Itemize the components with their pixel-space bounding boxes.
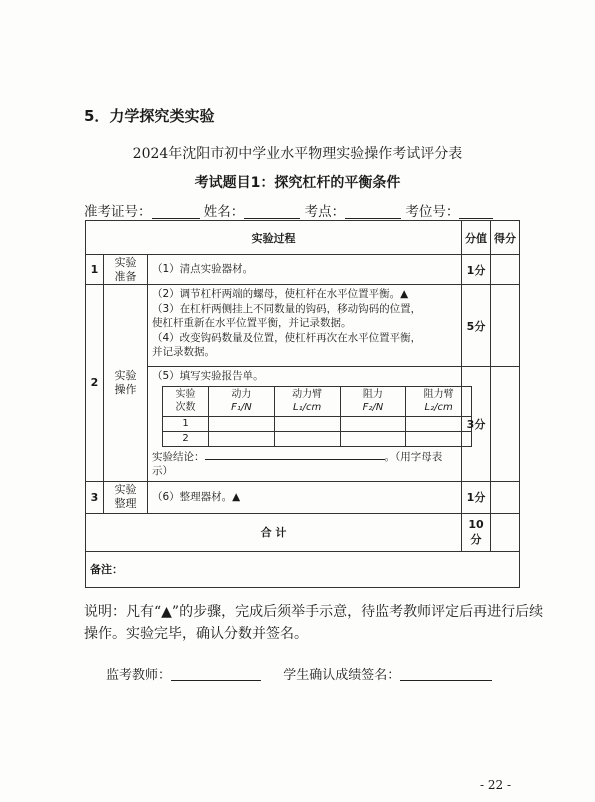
report-cell[interactable] (274, 416, 340, 431)
report-header-f2: 阻力 F₂/N (340, 386, 406, 416)
candidate-info-row (84, 200, 493, 220)
got-total-cell[interactable] (491, 513, 520, 551)
report-cell[interactable] (209, 416, 275, 431)
seat-label: 考位号： (405, 204, 460, 220)
row-category: 实验操作 (104, 285, 148, 482)
conclusion-label: 实验结论： (152, 450, 205, 463)
report-table (162, 386, 472, 447)
table-row (86, 285, 520, 367)
conclusion-hint: 。（用字母表示） (152, 450, 443, 477)
step-text: （5）填写实验报告单。 (152, 370, 264, 382)
teacher-signature-field[interactable] (171, 668, 261, 681)
got-score-cell[interactable] (491, 255, 520, 285)
name-label: 姓名： (203, 204, 245, 220)
total-score: 10 分 (462, 513, 491, 551)
conclusion-line (152, 449, 457, 479)
total-row (86, 513, 520, 551)
table-row (86, 481, 520, 513)
score-table (85, 220, 520, 588)
site-label: 考点： (304, 204, 346, 220)
row-score: 1分 (462, 255, 491, 285)
exam-no-field[interactable] (152, 204, 200, 219)
step-list (148, 285, 462, 367)
table-row (86, 255, 520, 285)
row-number: 2 (86, 285, 104, 482)
row-category: 实验准备 (104, 255, 148, 285)
exam-no-label: 准考证号： (84, 204, 152, 220)
report-cell[interactable] (209, 431, 275, 446)
step-text: （2）调节杠杆两端的螺母，使杠杆在水平位置平衡。▲ (152, 288, 409, 300)
report-row (163, 431, 472, 446)
report-header-trial: 实验 次数 (163, 386, 209, 416)
row-score: 5分 (462, 285, 491, 367)
report-section (148, 367, 462, 482)
page-number: - 22 - (480, 778, 512, 792)
report-header-l1: 动力臂 L₁/cm (274, 386, 340, 416)
site-field[interactable] (345, 204, 401, 219)
header-got: 得分 (491, 221, 520, 255)
remarks-label: 备注： (86, 551, 520, 587)
step-text: （1）清点实验器材。 (148, 255, 462, 285)
step-text: （6）整理器材。▲ (148, 481, 462, 513)
got-score-cell[interactable] (491, 367, 520, 482)
got-score-cell[interactable] (491, 481, 520, 513)
got-score-cell[interactable] (491, 285, 520, 367)
total-label: 合 计 (86, 513, 462, 551)
student-signature-field[interactable] (400, 668, 492, 681)
report-cell[interactable] (340, 431, 406, 446)
instruction-note: 说明：凡有“▲”的步骤，完成后须举手示意，待监考教师评定后再进行后续操作。实验完毕，确认分数并签名。 (84, 604, 544, 642)
form-title: 2024年沈阳市初中学业水平物理实验操作考试评分表 (132, 146, 463, 162)
step-text: 并记录数据。 (152, 346, 215, 358)
seat-field[interactable] (459, 204, 493, 219)
student-label: 学生确认成绩签名： (283, 668, 401, 683)
header-score: 分值 (462, 221, 491, 255)
report-trial-number: 1 (163, 416, 209, 431)
row-number: 1 (86, 255, 104, 285)
row-category: 实验整理 (104, 481, 148, 513)
row-score: 1分 (462, 481, 491, 513)
remarks-row (86, 551, 520, 587)
step-text: 使杠杆重新在水平位置平衡，并记录数据。 (152, 317, 352, 329)
step-text: （4）改变钩码数量及位置，使杠杆再次在水平位置平衡， (152, 331, 422, 344)
step-text: （3）在杠杆两侧挂上不同数量的钩码，移动钩码的位置， (152, 302, 422, 315)
conclusion-field[interactable] (205, 449, 385, 460)
name-field[interactable] (244, 204, 300, 219)
row-number: 3 (86, 481, 104, 513)
exam-topic: 考试题目1：探究杠杆的平衡条件 (194, 175, 401, 191)
report-header-f1: 动力 F₁/N (209, 386, 275, 416)
report-row (163, 416, 472, 431)
row-score: 3分 (462, 367, 491, 482)
header-process: 实验过程 (86, 221, 462, 255)
report-header-l2: 阻力臂 L₂/cm (406, 386, 472, 416)
table-row (86, 367, 520, 482)
report-trial-number: 2 (163, 431, 209, 446)
signature-row (106, 664, 492, 683)
teacher-label: 监考教师： (106, 668, 172, 683)
report-cell[interactable] (274, 431, 340, 446)
report-cell[interactable] (340, 416, 406, 431)
section-title: 5．力学探究类实验 (84, 107, 215, 125)
